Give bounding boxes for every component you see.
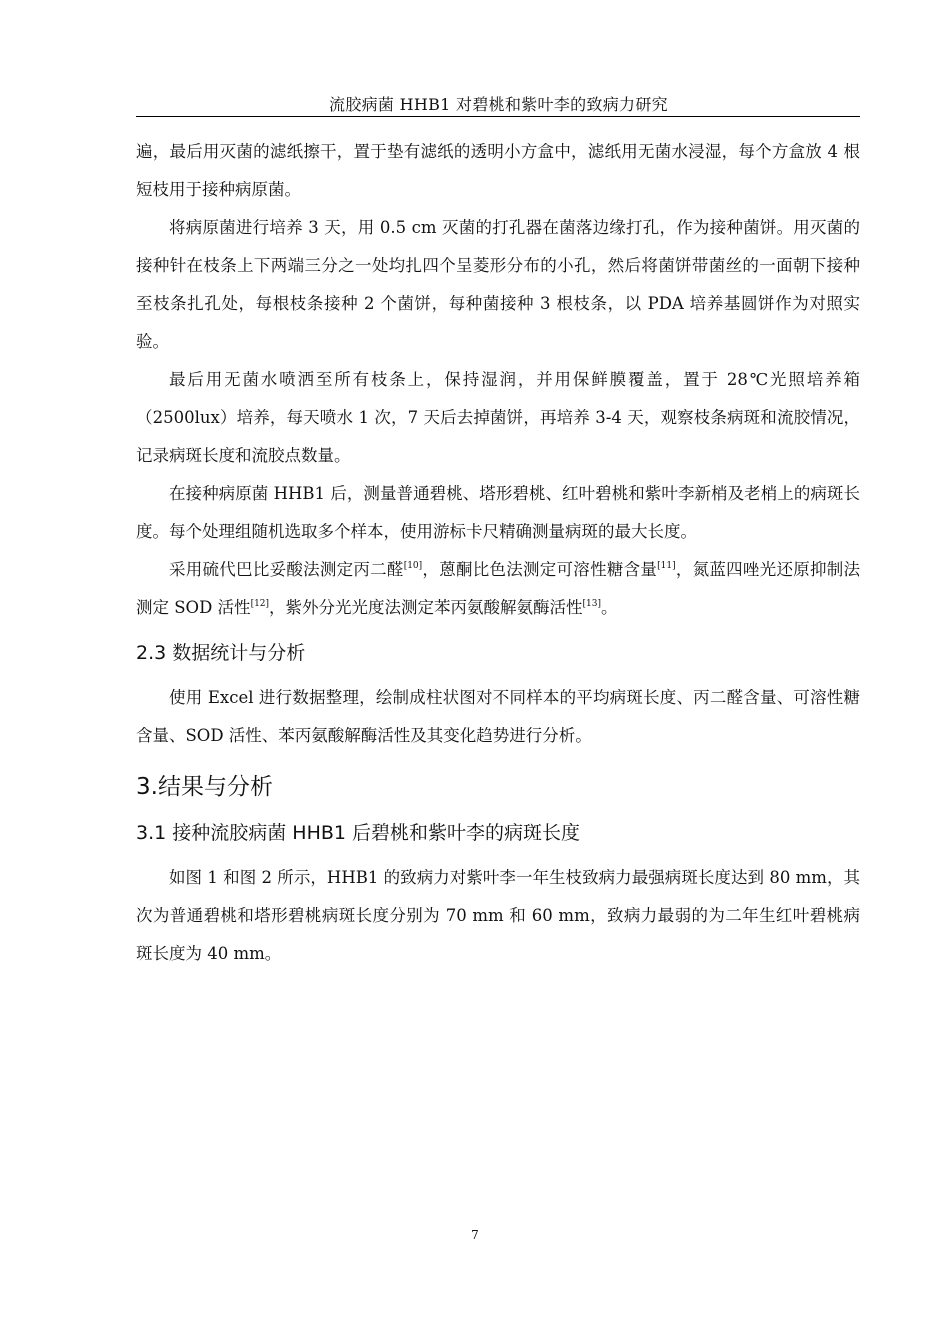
running-header: 流胶病菌 HHB1 对碧桃和紫叶李的致病力研究 [329,95,668,114]
citation-ref[interactable]: [11] [657,560,676,571]
paragraph-incubation [136,361,860,475]
paragraph-measurement [136,475,860,551]
section-heading-3-1: 3.1 接种流胶病菌 HHB1 后碧桃和紫叶李的病斑长度 [136,822,581,844]
paragraph-text: 采用硫代巴比妥酸法测定丙二醛 [169,560,404,579]
paragraph-text: ，蒽酮比色法测定可溶性糖含量 [422,560,658,579]
header-rule [136,116,860,117]
paragraph-text: ，氮蓝四唑光还原抑制法测定 SOD 活性 [136,560,861,617]
paragraph-statistics: 使用 Excel 进行数据整理，绘制成柱状图对不同样本的平均病斑长度、丙二醛含量、可溶性糖含量、SOD 活性、苯丙氨酸解酶活性及其变化趋势进行分析。 [136,688,860,745]
citation-ref[interactable]: [10] [403,560,423,571]
citation-ref[interactable]: [12] [250,598,270,609]
section-heading-3: 3.结果与分析 [136,774,273,800]
paragraph-text: 。 [601,598,618,617]
paragraph-text: 遍，最后用灭菌的滤纸擦干，置于垫有滤纸的透明小方盒中，滤纸用无菌水浸湿，每个方盒放 4 根短枝用于接种病原菌。 [136,142,860,199]
paragraph-inoculation [136,209,860,361]
citation-ref[interactable]: [13] [582,598,602,609]
paragraph-text: 最后用无菌水喷洒至所有枝条上，保持湿润，并用保鲜膜覆盖，置于 28℃光照培养箱（2500lux）培养，每天喷水 1 次，7 天后去掉菌饼，再培养 3-4 天，观察枝条病斑和流胶情况，记录病斑长度和流胶点数量。 [136,370,860,465]
paragraph-text: 将病原菌进行培养 3 天，用 0.5 cm 灭菌的打孔器在菌落边缘打孔，作为接种菌饼。用灭菌的接种针在枝条上下两端三分之一处均扎四个呈菱形分布的小孔，然后将菌饼带菌丝的一面朝下接种至枝条扎孔处，每根枝条接种 2 个菌饼，每种菌接种 3 根枝条，以 PDA 培养基圆饼作为对照实验。 [136,218,860,351]
paragraph-methods [136,551,860,627]
paragraph-results: 如图 1 和图 2 所示，HHB1 的致病力对紫叶李一年生枝致病力最强病斑长度达到 80 mm，其次为普通碧桃和塔形碧桃病斑长度分别为 70 mm 和 60 mm，致病力最弱的为二年生红叶碧桃病斑长度为 40 mm。 [136,868,860,963]
page-number: 7 [471,1228,479,1242]
section-heading-2-3: 2.3 数据统计与分析 [136,642,306,664]
paragraph-text: ，紫外分光光度法测定苯丙氨酸解氨酶活性 [269,598,583,617]
paragraph-continuation [136,133,860,209]
page-body [136,133,860,973]
paragraph-text: 在接种病原菌 HHB1 后，测量普通碧桃、塔形碧桃、红叶碧桃和紫叶李新梢及老梢上的病斑长度。每个处理组随机选取多个样本，使用游标卡尺精确测量病斑的最大长度。 [136,484,860,541]
